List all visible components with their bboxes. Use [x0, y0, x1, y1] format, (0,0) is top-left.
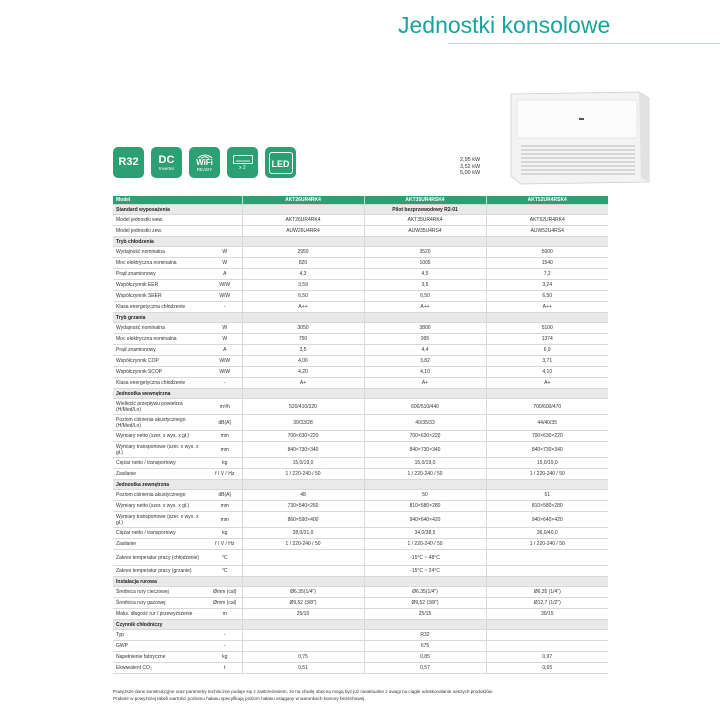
table-row	[113, 458, 608, 469]
table-row	[113, 512, 608, 528]
model3-cell: 7,2	[486, 269, 608, 280]
table-row	[113, 431, 608, 442]
table-row	[113, 226, 608, 237]
table-row	[113, 490, 608, 501]
table-row	[113, 528, 608, 539]
r32-label: R32	[118, 156, 139, 168]
model3-cell: AKT52UR4RSK4	[486, 196, 608, 205]
unit-cell	[208, 205, 242, 215]
model3-cell: 36,0/40,0	[486, 528, 608, 539]
table-row	[113, 566, 608, 577]
section-row	[113, 389, 608, 399]
table-row	[113, 215, 608, 226]
model3-cell: 700×630×220	[486, 431, 608, 442]
model2-cell: 675	[364, 641, 486, 652]
capacity-3: 5,00 kW	[460, 170, 481, 176]
model2-cell: 50	[364, 490, 486, 501]
model3-cell: 5000	[486, 247, 608, 258]
model1-cell: 840×730×340	[242, 442, 364, 458]
section-row	[113, 205, 608, 215]
param-cell: Prąd znamionowy	[113, 345, 208, 356]
model3-cell: A+	[486, 378, 608, 389]
model1-cell	[242, 480, 364, 490]
model1-cell	[242, 630, 364, 641]
model1-cell	[242, 566, 364, 577]
unit-cell: W	[208, 258, 242, 269]
param-cell: Współczynnik SEER	[113, 291, 208, 302]
model1-cell	[242, 237, 364, 247]
model1-cell: 2950	[242, 247, 364, 258]
air-unit-icon	[233, 155, 253, 164]
table-row	[113, 539, 608, 550]
model2-cell: R32	[364, 630, 486, 641]
table-row	[113, 415, 608, 431]
model2-cell: 4,5	[364, 269, 486, 280]
model3-cell: AKT52UR4RK4	[486, 215, 608, 226]
unit-cell	[208, 389, 242, 399]
model2-cell: 940×640×420	[364, 512, 486, 528]
footnote-1: Powyższe dane konstrukcyjne oraz parametry techniczne podaje się z zastrzeżeniem, że na chwilę obecną mogą być już nieaktualne z uwagi na ciągłe udoskonalanie naszych produktów.	[113, 689, 493, 694]
param-cell: Wymiary netto (szer. x wys. x gł.)	[113, 501, 208, 512]
unit-cell: -	[208, 378, 242, 389]
model3-cell: Ø6,35 (1/4")	[486, 587, 608, 598]
param-cell: Wydajność nominalna	[113, 247, 208, 258]
param-cell: Model jednostki zew.	[113, 226, 208, 237]
param-cell: Moc elektryczna nominalna	[113, 334, 208, 345]
table-row	[113, 334, 608, 345]
unit-cell: A	[208, 345, 242, 356]
table-row	[113, 501, 608, 512]
model3-cell: 810×580×280	[486, 501, 608, 512]
model3-cell: AUW52U4RS4	[486, 226, 608, 237]
model1-cell: 48	[242, 490, 364, 501]
model1-cell: 0,51	[242, 663, 364, 674]
param-cell: GWP	[113, 641, 208, 652]
model1-cell: 4,06	[242, 356, 364, 367]
model3-cell	[486, 577, 608, 587]
unit-cell: Ømm (cal)	[208, 587, 242, 598]
model2-cell	[364, 389, 486, 399]
model1-cell	[242, 577, 364, 587]
model1-cell: AUW26U4RR4	[242, 226, 364, 237]
table-row	[113, 280, 608, 291]
param-cell: Model jednostki wew.	[113, 215, 208, 226]
table-row	[113, 258, 608, 269]
unit-cell: m	[208, 609, 242, 620]
capacity-1: 2,95 kW	[460, 157, 481, 163]
model3-cell: 700/600/470	[486, 399, 608, 415]
unit-cell: W	[208, 334, 242, 345]
led-badge	[265, 147, 296, 178]
unit-cell: W/W	[208, 291, 242, 302]
param-cell: Klasa energetyczna chłodzenie	[113, 302, 208, 313]
model2-cell: 34,0/38,5	[364, 528, 486, 539]
dc-label: DC	[158, 153, 175, 166]
model2-cell	[364, 480, 486, 490]
wifi-ready-badge	[189, 147, 220, 178]
model1-cell	[242, 389, 364, 399]
table-row	[113, 323, 608, 334]
model2-cell: 25/15	[364, 609, 486, 620]
model1-cell: AKT26UR4RK4	[242, 215, 364, 226]
table-row	[113, 609, 608, 620]
unit-cell: kg	[208, 458, 242, 469]
model1-cell: 820	[242, 258, 364, 269]
model3-cell	[486, 480, 608, 490]
model1-cell	[242, 550, 364, 566]
model2-cell: Ø6,35(1/4")	[364, 587, 486, 598]
unit-cell: W	[208, 323, 242, 334]
model2-cell: 1 / 220-240 / 50	[364, 539, 486, 550]
param-cell: Wielkość przepływu powietrza (H/Med/Lo)	[113, 399, 208, 415]
unit-cell: t	[208, 663, 242, 674]
model3-cell: 1 / 220-240 / 50	[486, 539, 608, 550]
model3-cell: 0,65	[486, 663, 608, 674]
unit-cell: kg	[208, 528, 242, 539]
model2-cell: 40/35/33	[364, 415, 486, 431]
model1-cell: 28,0/31,0	[242, 528, 364, 539]
model1-cell: 3,59	[242, 280, 364, 291]
param-cell: Średnica rury cieczowej	[113, 587, 208, 598]
param-cell: Moc elektryczna nominalna	[113, 258, 208, 269]
unit-cell: f / V / Hz	[208, 469, 242, 480]
model2-cell: Ø9,52 (3/8")	[364, 598, 486, 609]
model3-cell: 51	[486, 490, 608, 501]
model1-cell: 6,50	[242, 291, 364, 302]
model1-cell: 4,20	[242, 367, 364, 378]
model1-cell: 750	[242, 334, 364, 345]
model2-cell	[364, 577, 486, 587]
dc-inverter-badge	[151, 147, 182, 178]
unit-cell: °C	[208, 566, 242, 577]
model3-cell	[486, 313, 608, 323]
model3-cell: Ø12,7 (1/2")	[486, 598, 608, 609]
table-row	[113, 442, 608, 458]
unit-cell	[208, 480, 242, 490]
table-row	[113, 550, 608, 566]
param-cell: Ciężar netto / transportowy	[113, 458, 208, 469]
console-unit-image	[503, 88, 653, 186]
model2-cell: 1 / 220-240 / 50	[364, 469, 486, 480]
table-row	[113, 663, 608, 674]
model2-cell: 840×730×340	[364, 442, 486, 458]
param-cell: Klasa energetyczna chłodzenie	[113, 378, 208, 389]
model2-cell: 3520	[364, 247, 486, 258]
spec-table	[113, 196, 608, 674]
unit-cell: -	[208, 641, 242, 652]
model2-cell: 3,5	[364, 280, 486, 291]
model3-cell: A++	[486, 302, 608, 313]
unit-cell	[208, 313, 242, 323]
param-cell: Wymiary transportowe (szer. x wys. x gł.)	[113, 512, 208, 528]
section-row	[113, 577, 608, 587]
param-cell: Tryb grzania	[113, 313, 208, 323]
capacity-list	[460, 157, 480, 177]
unit-cell: A	[208, 269, 242, 280]
model3-cell: 1540	[486, 258, 608, 269]
param-cell: Średnica rury gazowej	[113, 598, 208, 609]
ready-label: READY	[196, 167, 213, 172]
model2-cell: 3,82	[364, 356, 486, 367]
model2-cell: A++	[364, 302, 486, 313]
model2-cell	[364, 313, 486, 323]
inverter-label: Inverter	[158, 165, 175, 171]
param-cell: Prąd znamionowy	[113, 269, 208, 280]
model1-cell: A++	[242, 302, 364, 313]
model3-cell	[486, 620, 608, 630]
param-cell: Poziom ciśnienia akustycznego (H/Med/Lo)	[113, 415, 208, 431]
model2-cell: 600/510/440	[364, 399, 486, 415]
model3-cell: 840×730×340	[486, 442, 608, 458]
param-cell: Zakres temperatur pracy (chłodzenie)	[113, 550, 208, 566]
model1-cell	[242, 641, 364, 652]
model3-cell: 3,71	[486, 356, 608, 367]
model1-cell: AKT26UR4RK4	[242, 196, 364, 205]
table-row	[113, 247, 608, 258]
led-label: LED	[271, 158, 290, 169]
param-cell: Współczynnik EER	[113, 280, 208, 291]
table-row	[113, 302, 608, 313]
param-cell: Współczynnik SCOP	[113, 367, 208, 378]
model1-cell	[242, 205, 364, 215]
unit-cell: mm	[208, 431, 242, 442]
param-cell: Zakres temperatur pracy (grzanie)	[113, 566, 208, 577]
param-cell: Instalacja rurowa	[113, 577, 208, 587]
table-row	[113, 469, 608, 480]
table-row	[113, 598, 608, 609]
unit-cell	[208, 215, 242, 226]
unit-cell: mm	[208, 442, 242, 458]
model2-cell: 15,0/19,0	[364, 458, 486, 469]
table-row	[113, 641, 608, 652]
unit-cell	[208, 620, 242, 630]
model2-cell: -15°C ~ 24°C	[364, 566, 486, 577]
unit-cell: W	[208, 247, 242, 258]
model3-cell	[486, 205, 608, 215]
param-cell: Standard wyposażenia	[113, 205, 208, 215]
model1-cell: 730×540×260	[242, 501, 364, 512]
model3-cell: 3,24	[486, 280, 608, 291]
model1-cell	[242, 620, 364, 630]
param-cell: Napełnienie fabryczne	[113, 652, 208, 663]
model2-cell: 0,57	[364, 663, 486, 674]
unit-cell: -	[208, 630, 242, 641]
param-cell: Typ	[113, 630, 208, 641]
table-row	[113, 356, 608, 367]
model1-cell: 39/33/28	[242, 415, 364, 431]
model3-cell: 1 / 220-240 / 50	[486, 469, 608, 480]
model3-cell: 940×640×420	[486, 512, 608, 528]
model3-cell: 6,50	[486, 291, 608, 302]
unit-cell: W/W	[208, 356, 242, 367]
param-cell: Jednostka zewnętrzna	[113, 480, 208, 490]
title-rule	[448, 43, 720, 44]
table-row	[113, 269, 608, 280]
footnotes	[113, 688, 673, 702]
model1-cell: 520/410/320	[242, 399, 364, 415]
model3-cell	[486, 389, 608, 399]
wifi-label: WiFi	[196, 158, 213, 167]
model2-cell: 995	[364, 334, 486, 345]
unit-cell: kg	[208, 652, 242, 663]
table-row	[113, 399, 608, 415]
table-row	[113, 630, 608, 641]
param-cell: Wymiary netto (szer. x wys. x gł.)	[113, 431, 208, 442]
model3-cell: 4,10	[486, 367, 608, 378]
model1-cell: Ø6,35(1/4")	[242, 587, 364, 598]
model3-cell	[486, 566, 608, 577]
model2-cell: 1005	[364, 258, 486, 269]
filter-count-label: x 2	[239, 164, 246, 171]
model2-cell: 0,85	[364, 652, 486, 663]
param-cell: Model	[113, 196, 208, 205]
model3-cell: 5100	[486, 323, 608, 334]
page-title: Jednostki konsolowe	[398, 12, 611, 38]
model3-cell: 0,97	[486, 652, 608, 663]
unit-cell	[208, 226, 242, 237]
model3-cell	[486, 550, 608, 566]
table-header-row	[113, 196, 608, 205]
model2-cell: Pilot bezprzewodowy R2-01	[364, 205, 486, 215]
unit-cell: mm	[208, 512, 242, 528]
unit-cell: W/W	[208, 280, 242, 291]
param-cell: Zasilanie	[113, 539, 208, 550]
unit-cell: f / V / Hz	[208, 539, 242, 550]
model2-cell: 6,50	[364, 291, 486, 302]
model1-cell: Ø9,52 (3/8")	[242, 598, 364, 609]
section-row	[113, 237, 608, 247]
model3-cell: 15,0/19,0	[486, 458, 608, 469]
model2-cell: 3800	[364, 323, 486, 334]
param-cell: Czynnik chłodniczy	[113, 620, 208, 630]
spec-table-body	[113, 196, 608, 674]
model1-cell: 25/10	[242, 609, 364, 620]
footnote-2: Podane w powyższej tabeli wartości poziomu hałasu specyfikują poziom hałasu osiągany w warunkach komory bezechowej.	[113, 696, 366, 701]
unit-cell: W/W	[208, 367, 242, 378]
param-cell: Wydajność nominalna	[113, 323, 208, 334]
model1-cell: 1 / 220-240 / 50	[242, 539, 364, 550]
model2-cell	[364, 620, 486, 630]
model1-cell: 0,75	[242, 652, 364, 663]
model2-cell	[364, 237, 486, 247]
model3-cell: 1374	[486, 334, 608, 345]
model1-cell	[242, 313, 364, 323]
param-cell: Ciężar netto / transportowy	[113, 528, 208, 539]
table-row	[113, 291, 608, 302]
model1-cell: 700×630×220	[242, 431, 364, 442]
section-row	[113, 313, 608, 323]
model3-cell	[486, 237, 608, 247]
model3-cell: 44/40/35	[486, 415, 608, 431]
model2-cell: AKT35UR4RK4	[364, 215, 486, 226]
led-display-icon	[269, 152, 293, 174]
model1-cell: 1 / 220-240 / 50	[242, 469, 364, 480]
table-row	[113, 367, 608, 378]
model3-cell	[486, 630, 608, 641]
model3-cell: 30/15	[486, 609, 608, 620]
unit-cell: dB(A)	[208, 415, 242, 431]
unit-cell	[208, 237, 242, 247]
model1-cell: 3050	[242, 323, 364, 334]
param-cell: Zasilanie	[113, 469, 208, 480]
param-cell: Jednostka wewnętrzna	[113, 389, 208, 399]
param-cell: Poziom ciśnienia akustycznego	[113, 490, 208, 501]
model1-cell: A+	[242, 378, 364, 389]
unit-cell: m³/h	[208, 399, 242, 415]
model2-cell: -15°C ~ 48°C	[364, 550, 486, 566]
table-row	[113, 652, 608, 663]
param-cell: Współczynnik COP	[113, 356, 208, 367]
param-cell: Wymiary transportowe (szer. x wys. x gł.)	[113, 442, 208, 458]
model2-cell: AUW35U4RS4	[364, 226, 486, 237]
section-row	[113, 620, 608, 630]
model2-cell: 4,4	[364, 345, 486, 356]
model2-cell: 810×580×280	[364, 501, 486, 512]
r32-badge	[113, 147, 144, 178]
capacity-2: 3,52 kW	[460, 163, 481, 170]
model1-cell: 15,0/19,0	[242, 458, 364, 469]
unit-cell: -	[208, 302, 242, 313]
param-cell: Tryb chłodzenia	[113, 237, 208, 247]
model3-cell: 6,9	[486, 345, 608, 356]
table-row	[113, 345, 608, 356]
double-filter-badge	[227, 147, 258, 178]
table-row	[113, 587, 608, 598]
unit-cell: dB(A)	[208, 490, 242, 501]
table-row	[113, 378, 608, 389]
model1-cell: 860×590×400	[242, 512, 364, 528]
unit-cell	[208, 196, 242, 205]
unit-cell: Ømm (cal)	[208, 598, 242, 609]
model1-cell: 3,5	[242, 345, 364, 356]
model2-cell: 700×630×220	[364, 431, 486, 442]
unit-cell: mm	[208, 501, 242, 512]
model1-cell: 4,3	[242, 269, 364, 280]
unit-cell	[208, 577, 242, 587]
model2-cell: A+	[364, 378, 486, 389]
model2-cell: AKT35UR4RSK4	[364, 196, 486, 205]
section-row	[113, 480, 608, 490]
unit-cell: °C	[208, 550, 242, 566]
param-cell: Ekwiwalent CO₂	[113, 663, 208, 674]
model2-cell: 4,10	[364, 367, 486, 378]
feature-badges	[113, 147, 296, 178]
param-cell: Maks. długość rur / przewyższenie	[113, 609, 208, 620]
model3-cell	[486, 641, 608, 652]
